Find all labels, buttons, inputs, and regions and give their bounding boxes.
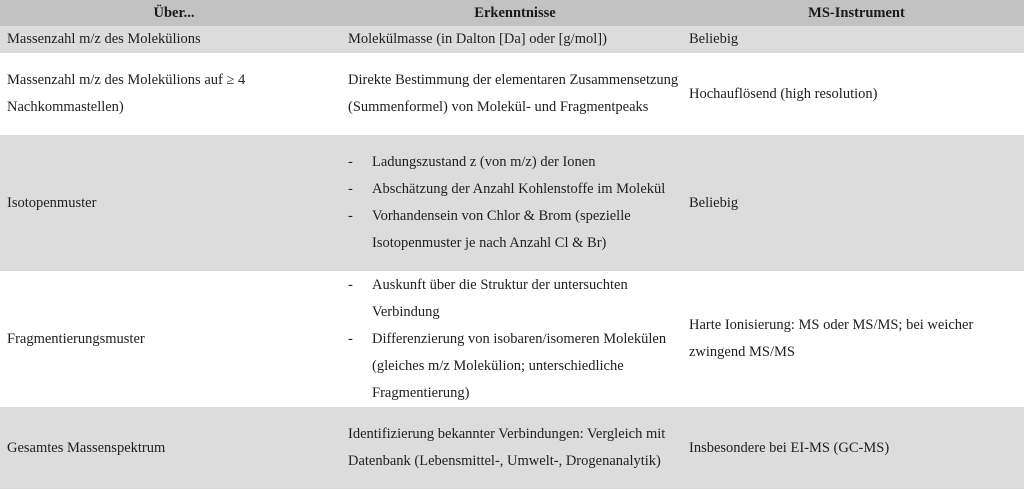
row-topic: Massenzahl m/z des Molekülions auf ≥ 4 Nachkommastellen) [0,53,341,135]
row-insight: Identifizierung bekannter Verbindungen: Vergleich mit Datenbank (Lebensmittel-, Umwelt-, Drogenanalytik) [341,407,682,489]
row-instrument: Beliebig [682,26,1024,53]
table-header-row [0,0,1024,26]
list-item [348,326,682,407]
row-instrument: Harte Ionisierung: MS oder MS/MS; bei weicher zwingend MS/MS [682,271,1024,407]
table-row [0,26,1024,53]
row-instrument: Insbesondere bei EI-MS (GC-MS) [682,407,1024,489]
table-row [0,135,1024,271]
list-item-text: Abschätzung der Anzahl Kohlenstoffe im Molekül [372,181,666,197]
row-insight-list [341,135,682,271]
list-item-text: Vorhandensein von Chlor & Brom (spezielle Isotopenmuster je nach Anzahl Cl & Br) [372,208,631,251]
list-item [348,203,682,257]
bullet-dash: - [348,181,353,197]
header-ueber: Über... [0,0,341,26]
row-instrument: Beliebig [682,135,1024,271]
bullet-dash: - [348,276,353,293]
row-instrument: Hochauflösend (high resolution) [682,53,1024,135]
row-insight: Molekülmasse (in Dalton [Da] oder [g/mol]) [341,26,682,53]
header-erkenntnisse: Erkenntnisse [341,0,682,26]
header-ms-instrument: MS-Instrument [682,0,1024,26]
row-topic: Massenzahl m/z des Molekülions [0,26,341,53]
row-insight-list [341,271,682,407]
table-row [0,53,1024,135]
table-row [0,407,1024,489]
row-topic: Fragmentierungsmuster [0,271,341,407]
list-item-text: Auskunft über die Struktur der untersuchten Verbindung [372,276,628,320]
row-insight: Direkte Bestimmung der elementaren Zusammensetzung (Summenformel) von Molekül- und Fragmentpeaks [341,53,682,135]
list-item [348,176,682,203]
list-item-text: Differenzierung von isobaren/isomeren Molekülen (gleiches m/z Molekülion; unterschiedliche Fragmentierung) [372,330,667,401]
bullet-dash: - [348,154,353,170]
list-item [348,272,682,326]
bullet-dash: - [348,208,353,224]
list-item-text: Ladungszustand z (von m/z) der Ionen [372,154,596,170]
list-item [348,149,682,176]
bullet-dash: - [348,330,353,347]
row-topic: Gesamtes Massenspektrum [0,407,341,489]
table-row [0,271,1024,407]
row-topic: Isotopenmuster [0,135,341,271]
